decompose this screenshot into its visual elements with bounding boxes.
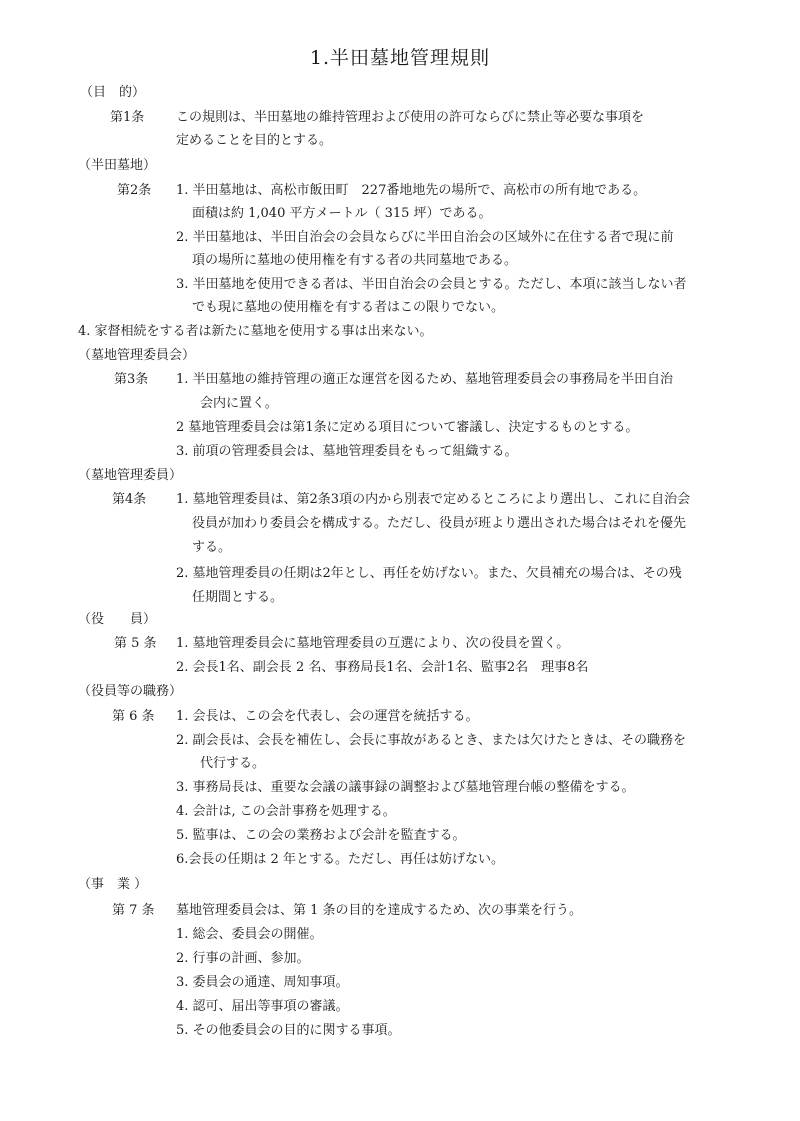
article-line: 1. 半田墓地の維持管理の適正な運営を図るため、墓地管理委員会の事務局を半田自治 bbox=[176, 372, 674, 387]
article-line: 5. 監事は、この会の業務および会計を監査する。 bbox=[176, 828, 466, 843]
article-label: 第3条 bbox=[114, 372, 149, 387]
list-item: 3. 委員会の通達、周知事項。 bbox=[176, 975, 349, 990]
article-line: 2. 副会長は、会長を補佐し、会長に事故があるとき、または欠けたときは、その職務を bbox=[176, 733, 687, 748]
section-heading: （目 的） bbox=[80, 85, 146, 100]
article-line: 1. 墓地管理委員は、第2条3項の内から別表で定めるところにより選出し、これに自治会 bbox=[176, 492, 691, 507]
article-line: 1. 会長は、この会を代表し、会の運営を統括する。 bbox=[176, 709, 479, 724]
article-line: 6.会長の任期は 2 年とする。ただし、再任は妨げない。 bbox=[176, 852, 504, 867]
article-line: 2. 会長1名、副会長 2 名、事務局長1名、会計1名、監事2名 理事8名 bbox=[176, 660, 589, 675]
article-line: 4. 会計は, この会計事務を処理する。 bbox=[176, 804, 396, 819]
article-line: この規則は、半田墓地の維持管理および使用の許可ならびに禁止等必要な事項を bbox=[176, 110, 645, 125]
article-line: 1. 墓地管理委員会に墓地管理委員の互選により、次の役員を置く。 bbox=[176, 636, 570, 651]
article-line: でも現に墓地の使用権を有する者はこの限りでない。 bbox=[192, 300, 505, 315]
article-line: 3. 前項の管理委員会は、墓地管理委員をもって組織する。 bbox=[176, 444, 518, 459]
article-line: 3. 半田墓地を使用できる者は、半田自治会の会員とする。ただし、本項に該当しない者 bbox=[176, 277, 687, 292]
article-line: 会内に置く。 bbox=[200, 396, 278, 411]
article-line: 2 墓地管理委員会は第1条に定める項目について審議し、決定するものとする。 bbox=[176, 420, 639, 435]
article-line: 2. 墓地管理委員の任期は2年とし、再任を妨げない。また、欠員補充の場合は、その残 bbox=[176, 566, 682, 581]
section-heading: （役 員） bbox=[78, 612, 157, 627]
section-heading: （事 業 ） bbox=[78, 877, 148, 892]
article-line: する。 bbox=[192, 540, 232, 555]
article-line: 定めることを目的とする。 bbox=[176, 133, 333, 148]
article-label: 第 5 条 bbox=[114, 636, 157, 651]
article-line: 代行する。 bbox=[200, 756, 266, 771]
article-line: 墓地管理委員会は、第 1 条の目的を達成するため、次の事業を行う。 bbox=[176, 903, 583, 918]
article-line: 4. 家督相続をする者は新たに墓地を使用する事は出来ない。 bbox=[78, 324, 433, 339]
section-heading: （役員等の職務） bbox=[78, 684, 183, 699]
article-line: 1. 半田墓地は、高松市飯田町 227番地地先の場所で、高松市の所有地である。 bbox=[176, 183, 647, 198]
article-line: 2. 半田墓地は、半田自治会の会員ならびに半田自治会の区域外に在住する者で現に前 bbox=[176, 230, 674, 245]
article-line: 役員が加わり委員会を構成する。ただし、役員が班より選出された場合はそれを優先 bbox=[192, 516, 687, 531]
list-item: 5. その他委員会の目的に関する事項。 bbox=[176, 1023, 401, 1038]
article-label: 第2条 bbox=[117, 183, 152, 198]
section-heading: （半田墓地） bbox=[78, 158, 157, 173]
list-item: 1. 総会、委員会の開催。 bbox=[176, 927, 323, 942]
article-line: 任期間とする。 bbox=[192, 590, 284, 605]
article-line: 3. 事務局長は、重要な会議の議事録の調整および墓地管理台帳の整備をする。 bbox=[176, 780, 635, 795]
article-line: 項の場所に墓地の使用権を有する者の共同墓地である。 bbox=[192, 253, 518, 268]
list-item: 2. 行事の計画、参加。 bbox=[176, 951, 310, 966]
article-label: 第 6 条 bbox=[112, 709, 155, 724]
section-heading: （墓地管理委員会） bbox=[78, 348, 196, 363]
article-label: 第 7 条 bbox=[112, 903, 155, 918]
article-line: 面積は約 1,040 平方メートル（ 315 坪）である。 bbox=[192, 206, 492, 221]
article-label: 第1条 bbox=[110, 110, 145, 125]
document-title: 1.半田墓地管理規則 bbox=[309, 47, 491, 69]
section-heading: （墓地管理委員） bbox=[78, 468, 183, 483]
article-label: 第4条 bbox=[112, 492, 147, 507]
list-item: 4. 認可、届出等事項の審議。 bbox=[176, 999, 349, 1014]
